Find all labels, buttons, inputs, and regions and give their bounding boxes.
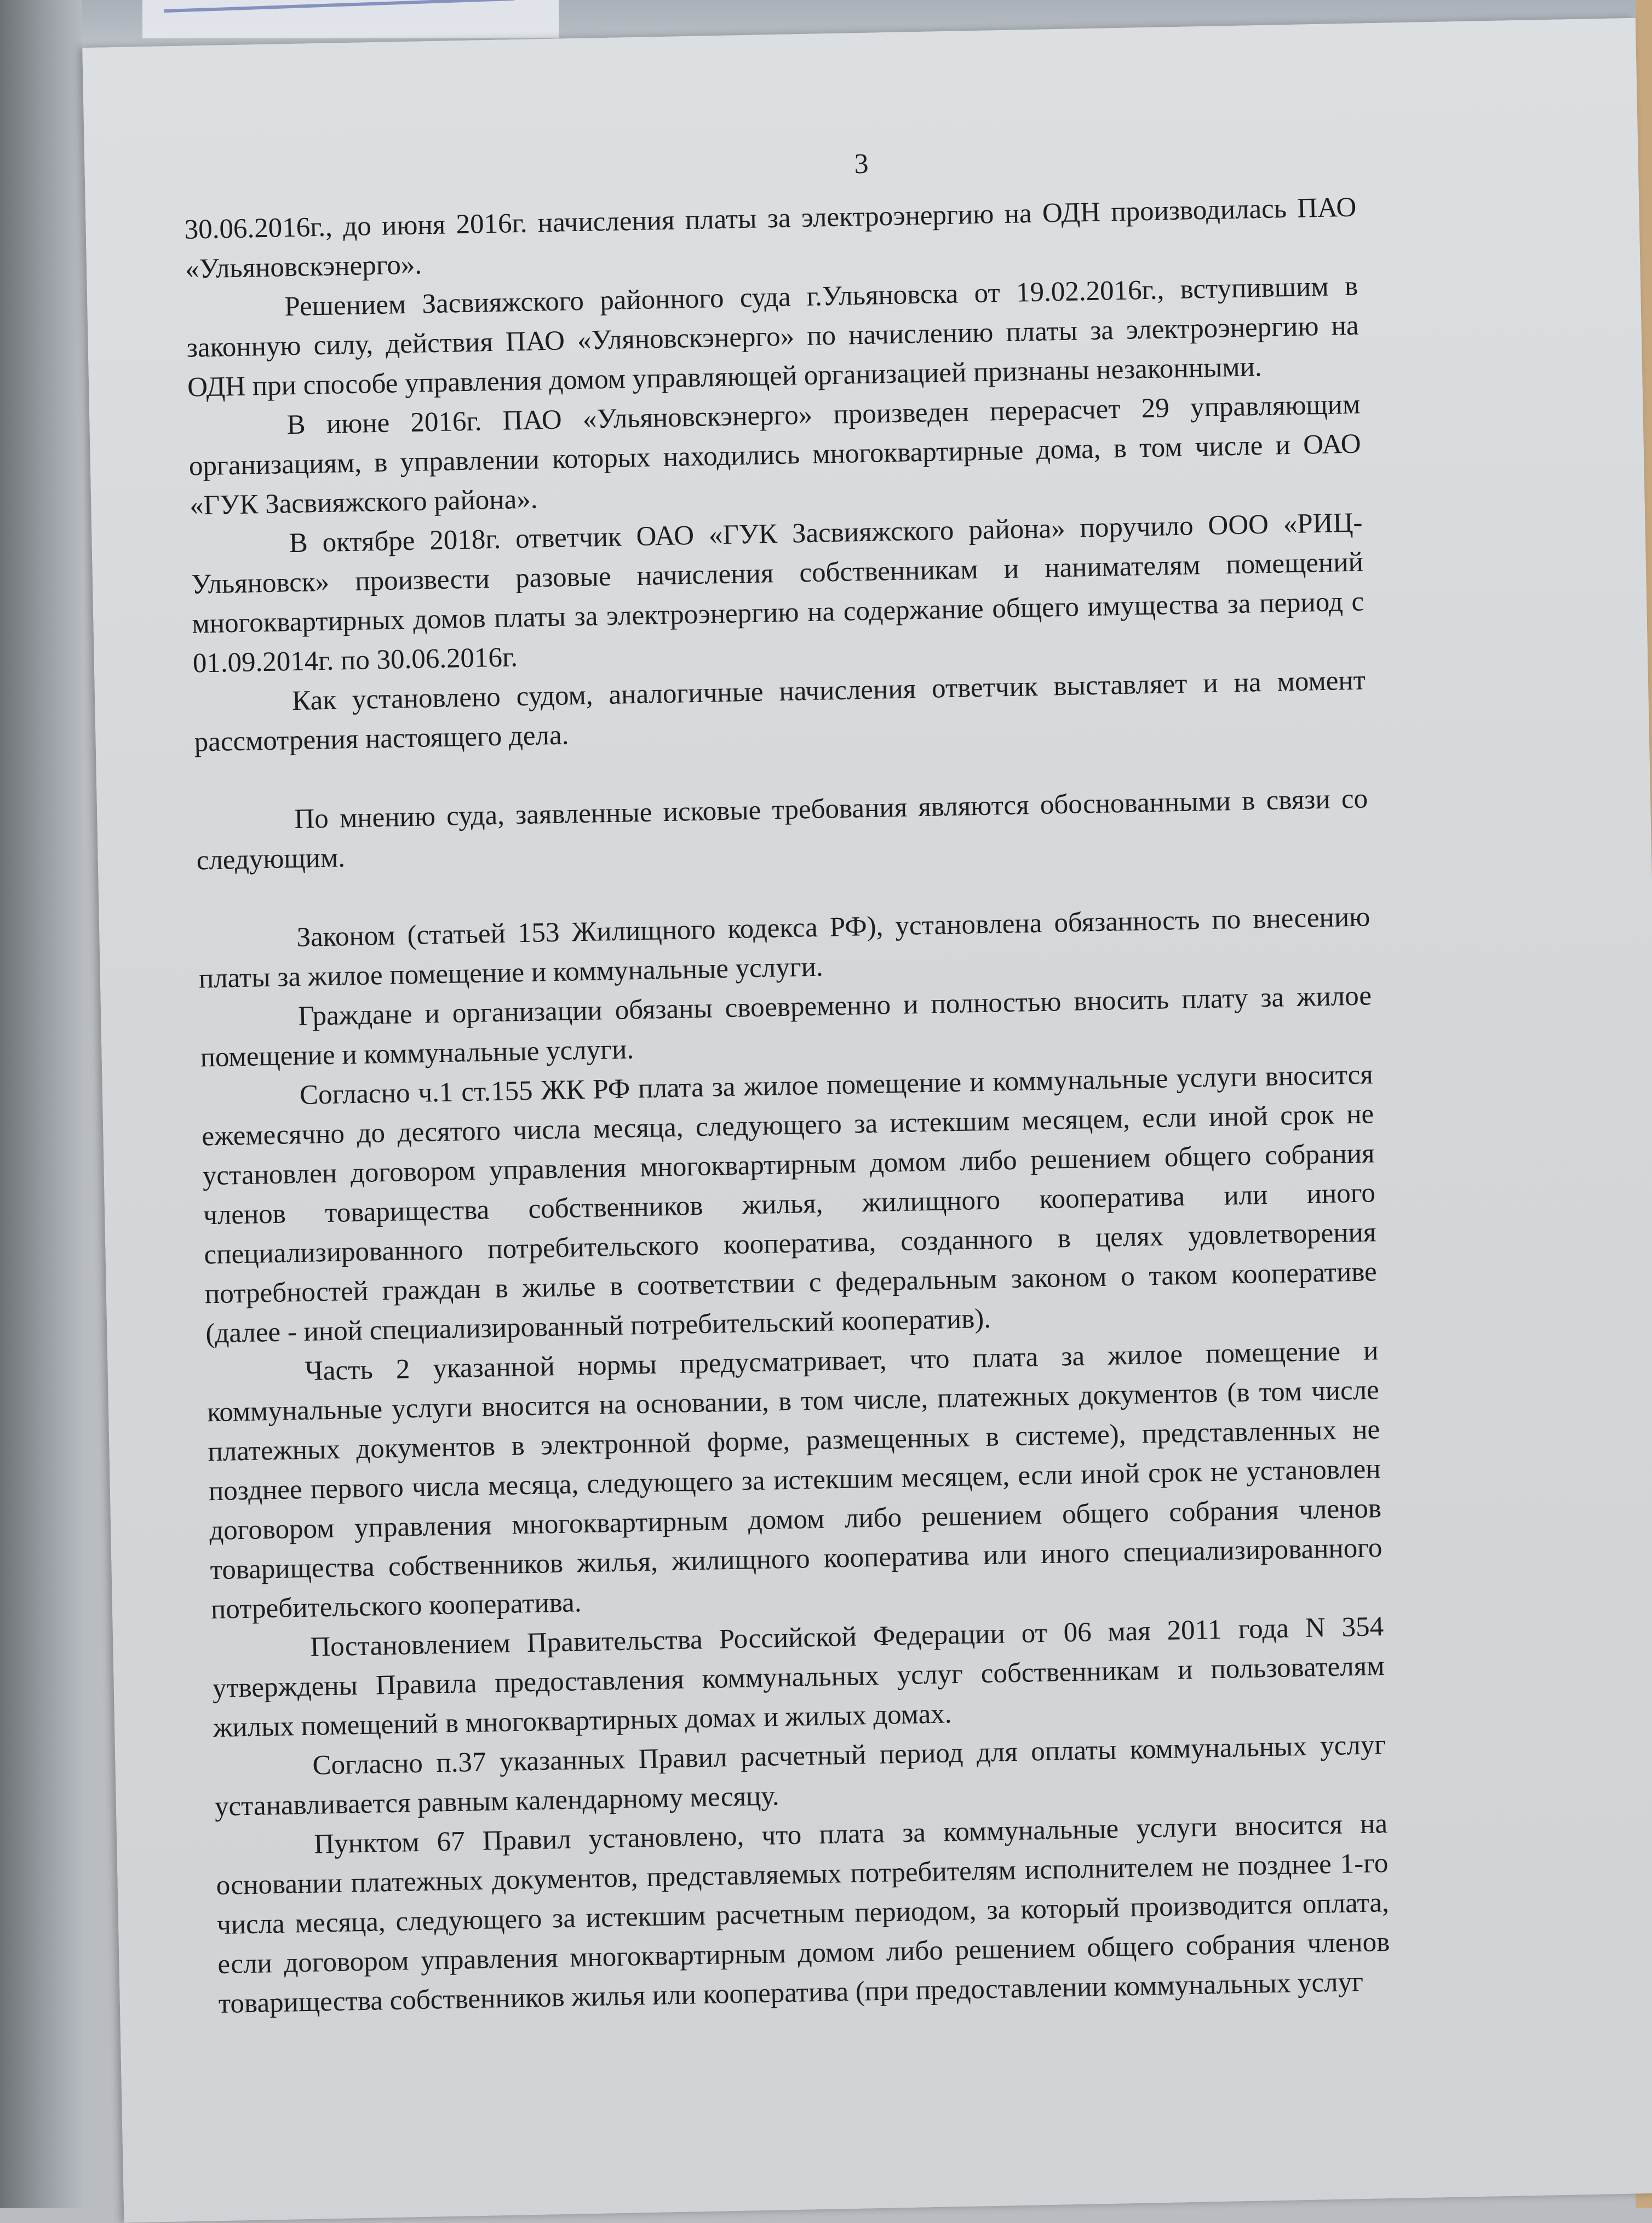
page-number: 3 <box>854 148 869 180</box>
paragraph-october-charges: В октябре 2018г. ответчик ОАО «ГУК Засвияжского района» поручило ООО «РИЦ-Ульяновск» произвести разовые начисления собственникам и нанимателям помещений многоквартирных домов платы за электроэнергию на содержание общего имущества за период с 01.09.2014г. по 30.06.2016г. <box>191 507 1364 679</box>
paragraph-continuation: 30.06.2016г., до июня 2016г. начисления платы за электроэнергию на ОДН производилась ПАО «Ульяновскэнерго». <box>184 192 1357 285</box>
paragraph-recalculation: В июне 2016г. ПАО «Ульяновскэнерго» произведен перерасчет 29 управляющим организациям, в управлении которых находились многоквартирные дома, в том числе и ОАО «ГУК Засвияжского района». <box>188 389 1362 521</box>
paragraph-similar-charges: Как установлено судом, аналогичные начисления ответчик выставляет и на момент рассмотрения настоящего дела. <box>194 665 1366 758</box>
paragraph-court-decision: Решением Засвияжского районного суда г.Ульяновска от 19.02.2016г., вступившим в законную силу, действия ПАО «Уляновскэнерго» по начислению платы за электроэнергию на ОДН при способе управления домом управляющей организацией признаны незаконными. <box>186 271 1359 403</box>
paragraph-part-2: Часть 2 указанной нормы предусматривает, что плата за жилое помещение и коммунальные услуги вносится на основании, в том числе, платежных документов (в том числе платежных документов в электронной форме, размещенных в системе), представленных не позднее первого числа месяца, следующего за истекшим месяцем, если иной срок не установлен договором управления многоквартирным домом либо решением общего собрания членов товарищества собственников жилья, жилищного кооператива или иного специализированного потребительского кооператива. <box>206 1335 1383 1625</box>
paragraph-rule-37: Согласно п.37 указанных Правил расчетный период для оплаты коммунальных услуг устанавливается равным календарному месяцу. <box>214 1730 1386 1823</box>
paragraph-article-155: Согласно ч.1 ст.155 ЖК РФ плата за жилое помещение и коммунальные услуги вносится ежемесячно до десятого числа месяца, следующего за истекшим месяцем, если иной срок не установлен договором управления многоквартирным домом либо решением общего собрания членов товарищества собственников жилья, жилищного кооператива или иного специализированного потребительского кооператива, созданного в целях удовлетворения потребностей граждан в жилье в соответствии с федеральным законом о таком кооперативе (далее - иной специализированный потребительский кооператив). <box>201 1059 1378 1349</box>
paragraph-housing-code-153: Законом (статьей 153 Жилищного кодекса РФ), установлена обязанность по внесению платы за жилое помещение и коммунальные услуги. <box>198 901 1370 995</box>
document-body <box>184 188 1391 2024</box>
paragraph-rule-67: Пунктом 67 Правил установлено, что плата за коммунальные услуги вносится на основании платежных документов, представляемых потребителям исполнителем не позднее 1-го числа месяца, следующего за истекшим расчетным периодом, за который производится оплата, если договором управления многоквартирным домом либо решением общего собрания членов товарищества собственников жилья или кооператива (при предоставлении коммунальных услуг <box>216 1808 1390 2020</box>
paragraph-government-decree: Постановлением Правительства Российской Федерации от 06 мая 2011 года N 354 утверждены Правила предоставления коммунальных услуг собственникам и пользователям жилых помещений в многоквартирных домах и жилых домах. <box>212 1611 1385 1744</box>
document-page <box>82 18 1652 2223</box>
paragraph-citizens-obliged: Граждане и организации обязаны своевременно и полностью вносить плату за жилое помещение и коммунальные услуги. <box>200 980 1372 1073</box>
paragraph-court-opinion: По мнению суда, заявленные исковые требования являются обоснованными в связи со следующим. <box>196 783 1368 876</box>
desk-background-left <box>0 0 82 2208</box>
